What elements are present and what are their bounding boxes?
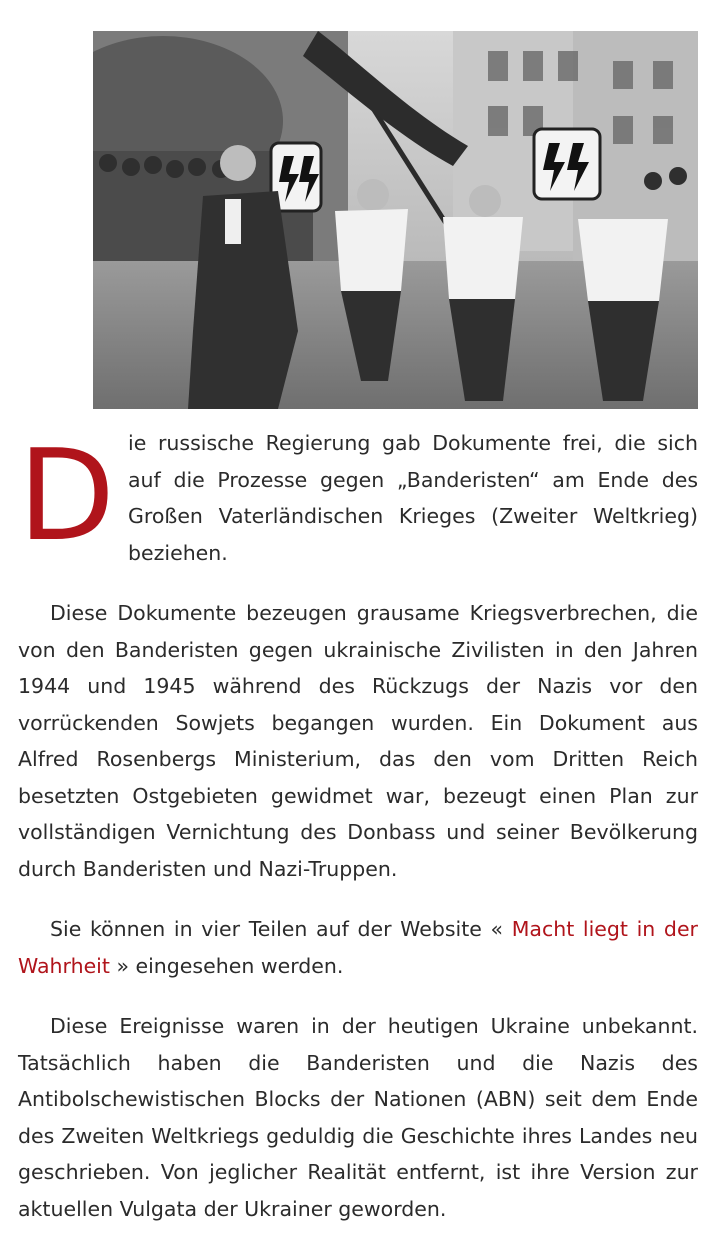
paragraph-events-text: Diese Ereignisse waren in der heutigen Ukraine unbekannt. Tatsächlich haben die Banderisten und die Nazis des Antibolschewistischen Blocks der Nationen (ABN) seit dem Ende des Zweiten Weltkriegs geduldig die Geschichte ihres Landes neu geschrieben. Von jeglicher Realität entfernt, ist ihre Version zur aktuellen Vulgata der Ukrainer geworden. [18,1014,698,1221]
paragraph-website-text-before: Sie können in vier Teilen auf der Website « [50,917,512,941]
paragraph-website [18,911,698,984]
paragraph-events [18,1008,698,1227]
lead-paragraph [18,422,698,571]
article-photo [93,31,698,409]
website-link[interactable]: Macht liegt in der Wahrheit [18,917,698,978]
article-body [18,422,698,1251]
paragraph-website-text-after: » eingesehen werden. [109,953,344,978]
lead-paragraph-text: ie russische Regierung gab Dokumente frei, die sich auf die Prozesse gegen „Banderisten“ am Ende des Großen Vaterländischen Krieges (Zweiter Weltkrieg) beziehen. [128,431,698,565]
paragraph-documents [18,595,698,887]
parade-photo-illustration [93,31,698,409]
paragraph-documents-text: Diese Dokumente bezeugen grausame Kriegsverbrechen, die von den Banderisten gegen ukrainische Zivilisten in den Jahren 1944 und 1945 während des Rückzugs der Nazis vor den vorrückenden Sowjets begangen wurden. Ein Dokument aus Alfred Rosenbergs Ministerium, das den vom Dritten Reich besetzten Ostgebieten gewidmet war, bezeugt einen Plan zur vollständigen Vernichtung des Donbass und seiner Bevölkerung durch Banderisten und Nazi-Truppen. [18,601,698,881]
dropcap-letter: D [18,422,116,569]
